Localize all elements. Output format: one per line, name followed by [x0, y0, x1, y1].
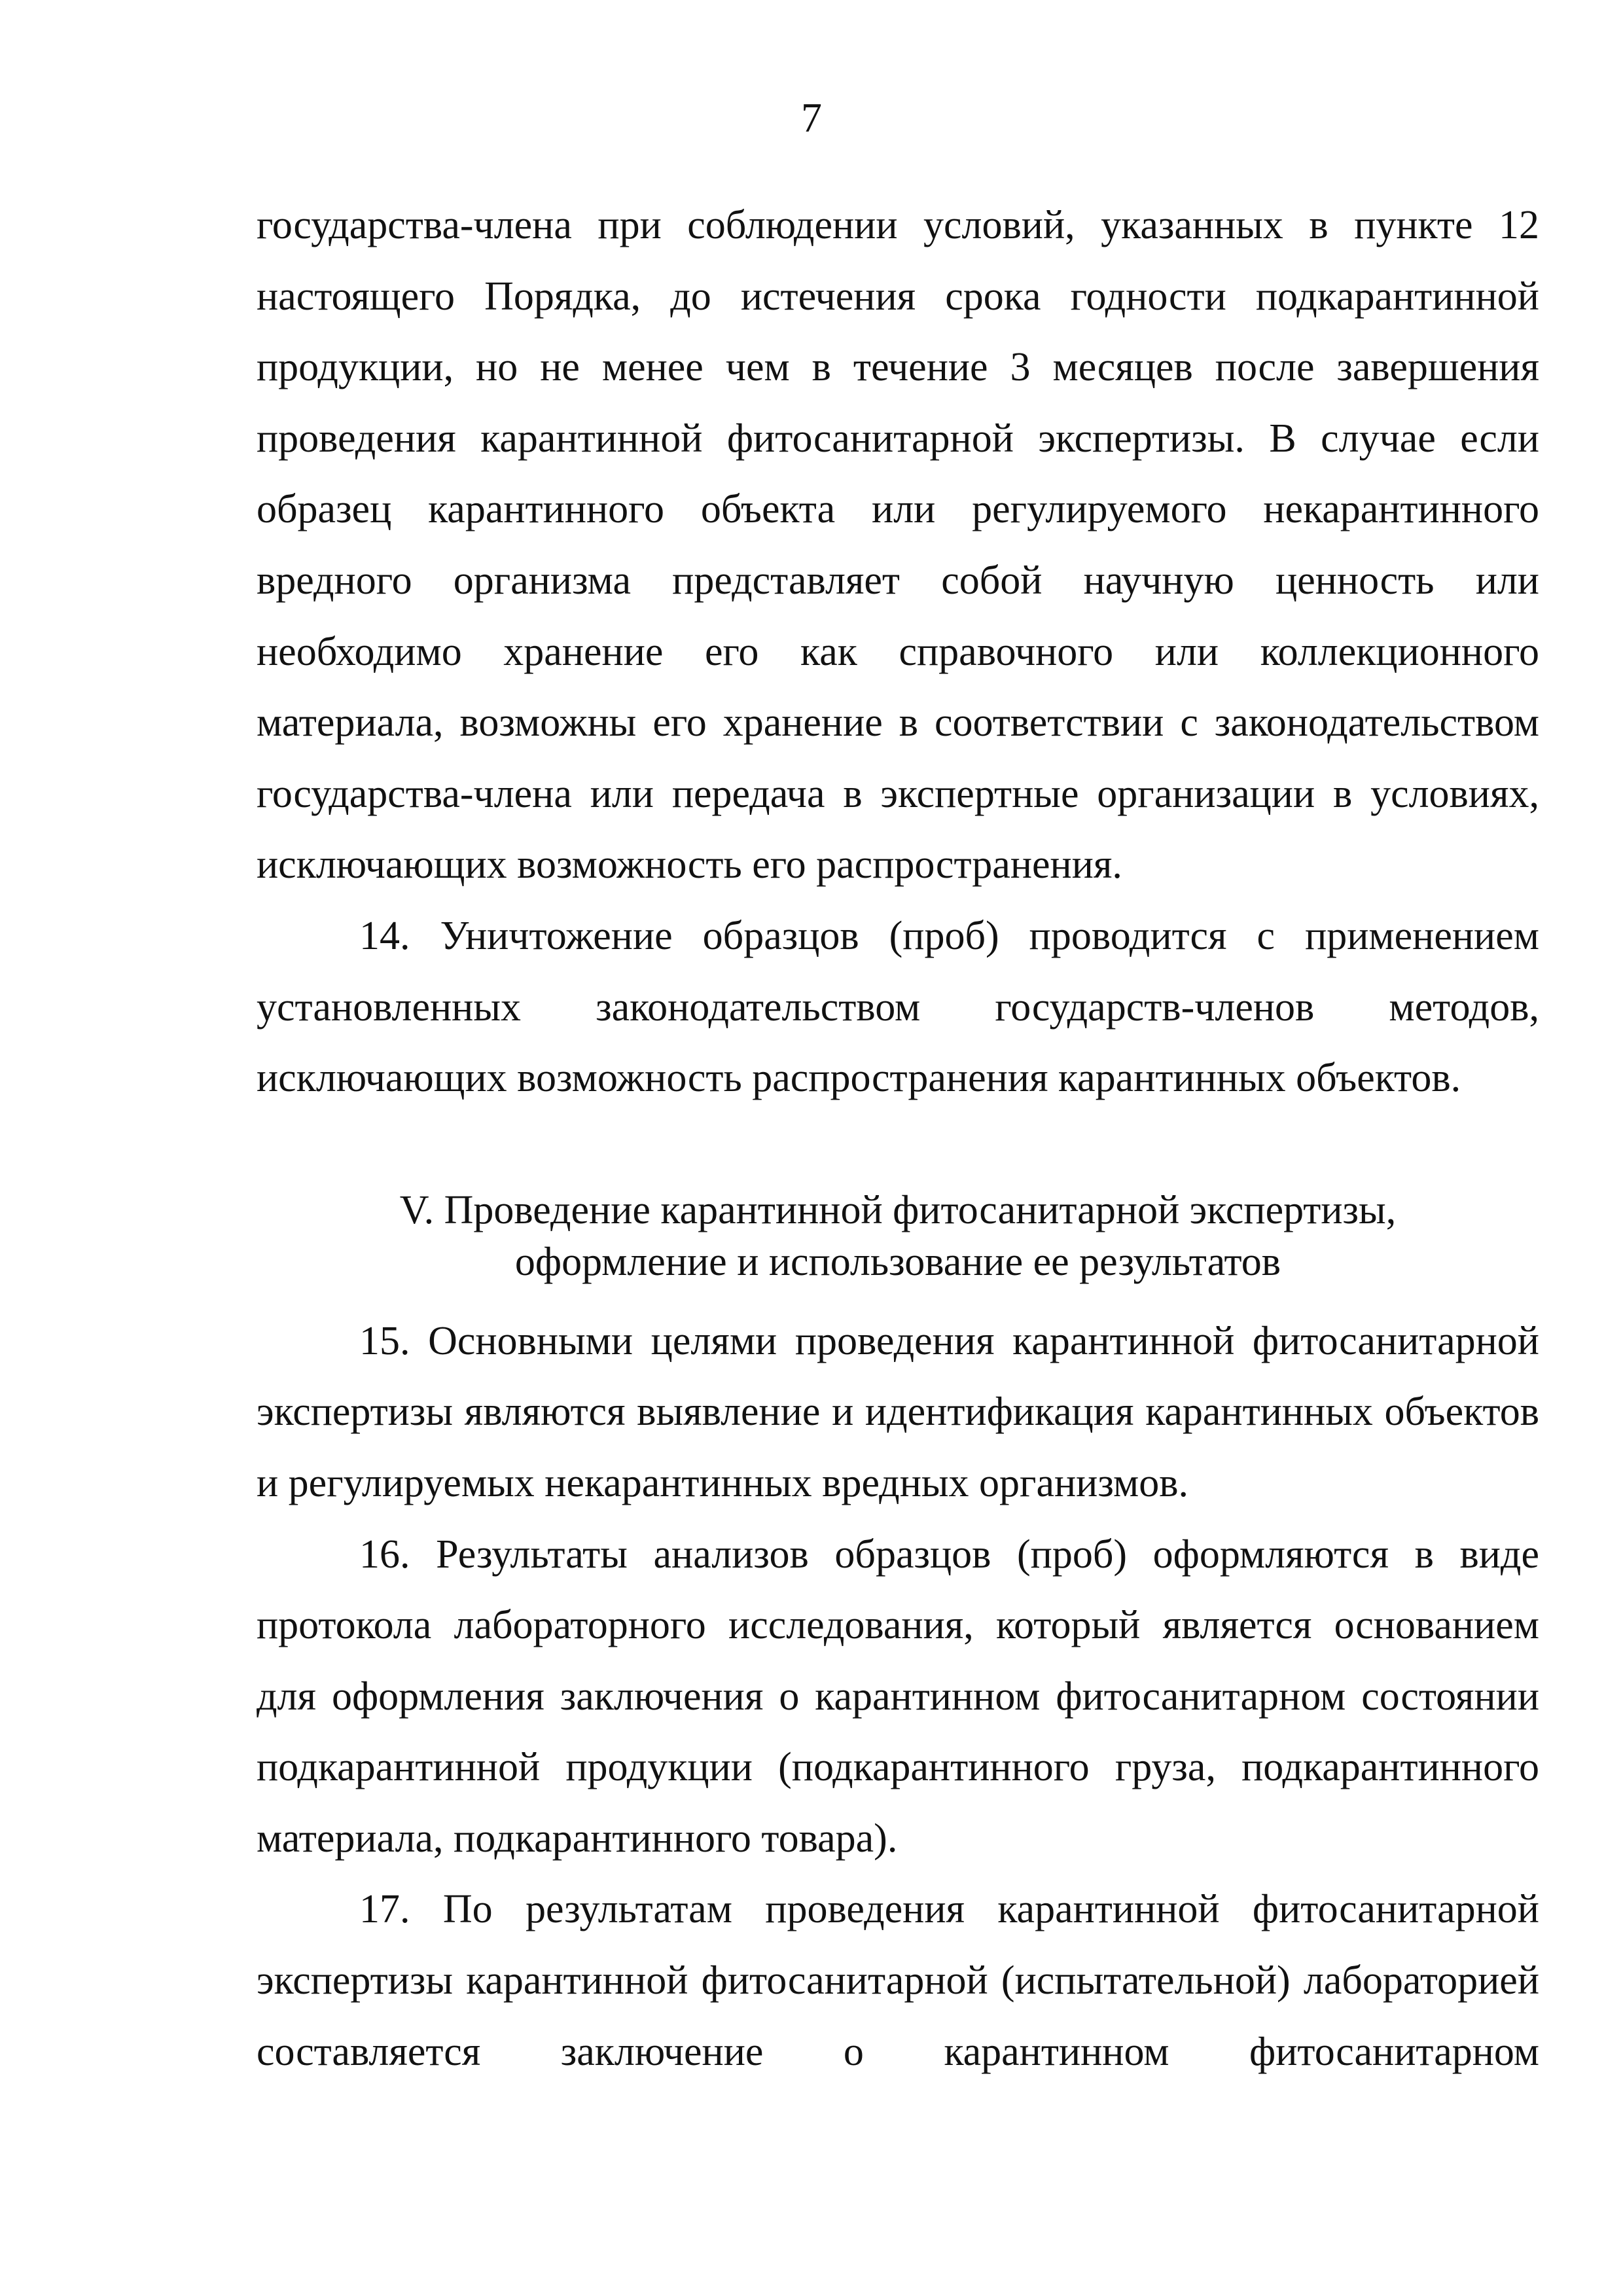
paragraph-17: 17. По результатам проведения карантинной фитосанитарной экспертизы карантинной фитосанитарной (испытательной) лабораторией составляется заключение о карантинном фитосанитарном — [257, 1887, 1539, 2074]
paragraph-13-continuation: государства-члена при соблюдении условий, указанных в пункте 12 настоящего Порядка, до истечения срока годности подкарантинной продукции, но не менее чем в течение 3 месяцев после завершения проведения карантинной фитосанитарной экспертизы. В случае если образец карантинного объекта или регулируемого некарантинного вредного организма представляет собой научную ценность или необходимо хранение его как справочного или коллекционного материала, возможны его хранение в соответствии с законодательством государства-члена или передача в экспертные организации в условиях, исключающих возможность его распространения. — [257, 203, 1539, 888]
section-heading-line-2: оформление и использование ее результатов — [514, 1239, 1281, 1284]
paragraph-14: 14. Уничтожение образцов (проб) проводится с применением установленных законодательством государств-членов методов, исключающих возможность распространения карантинных объектов. — [257, 913, 1539, 1101]
page-number: 7 — [801, 94, 822, 141]
paragraph-15: 15. Основными целями проведения карантинной фитосанитарной экспертизы являются выявление и идентификация карантинных объектов и регулируемых некарантинных вредных организмов. — [257, 1318, 1539, 1505]
section-heading — [257, 1185, 1539, 1288]
section-heading-line-1: V. Проведение карантинной фитосанитарной экспертизы, — [399, 1187, 1397, 1232]
paragraph-16: 16. Результаты анализов образцов (проб) оформляются в виде протокола лабораторного исследования, который является основанием для оформления заключения о карантинном фитосанитарном состоянии подкарантинной продукции (подкарантинного груза, подкарантинного материала, подкарантинного товара). — [257, 1532, 1539, 1861]
document-body — [257, 190, 1539, 2087]
